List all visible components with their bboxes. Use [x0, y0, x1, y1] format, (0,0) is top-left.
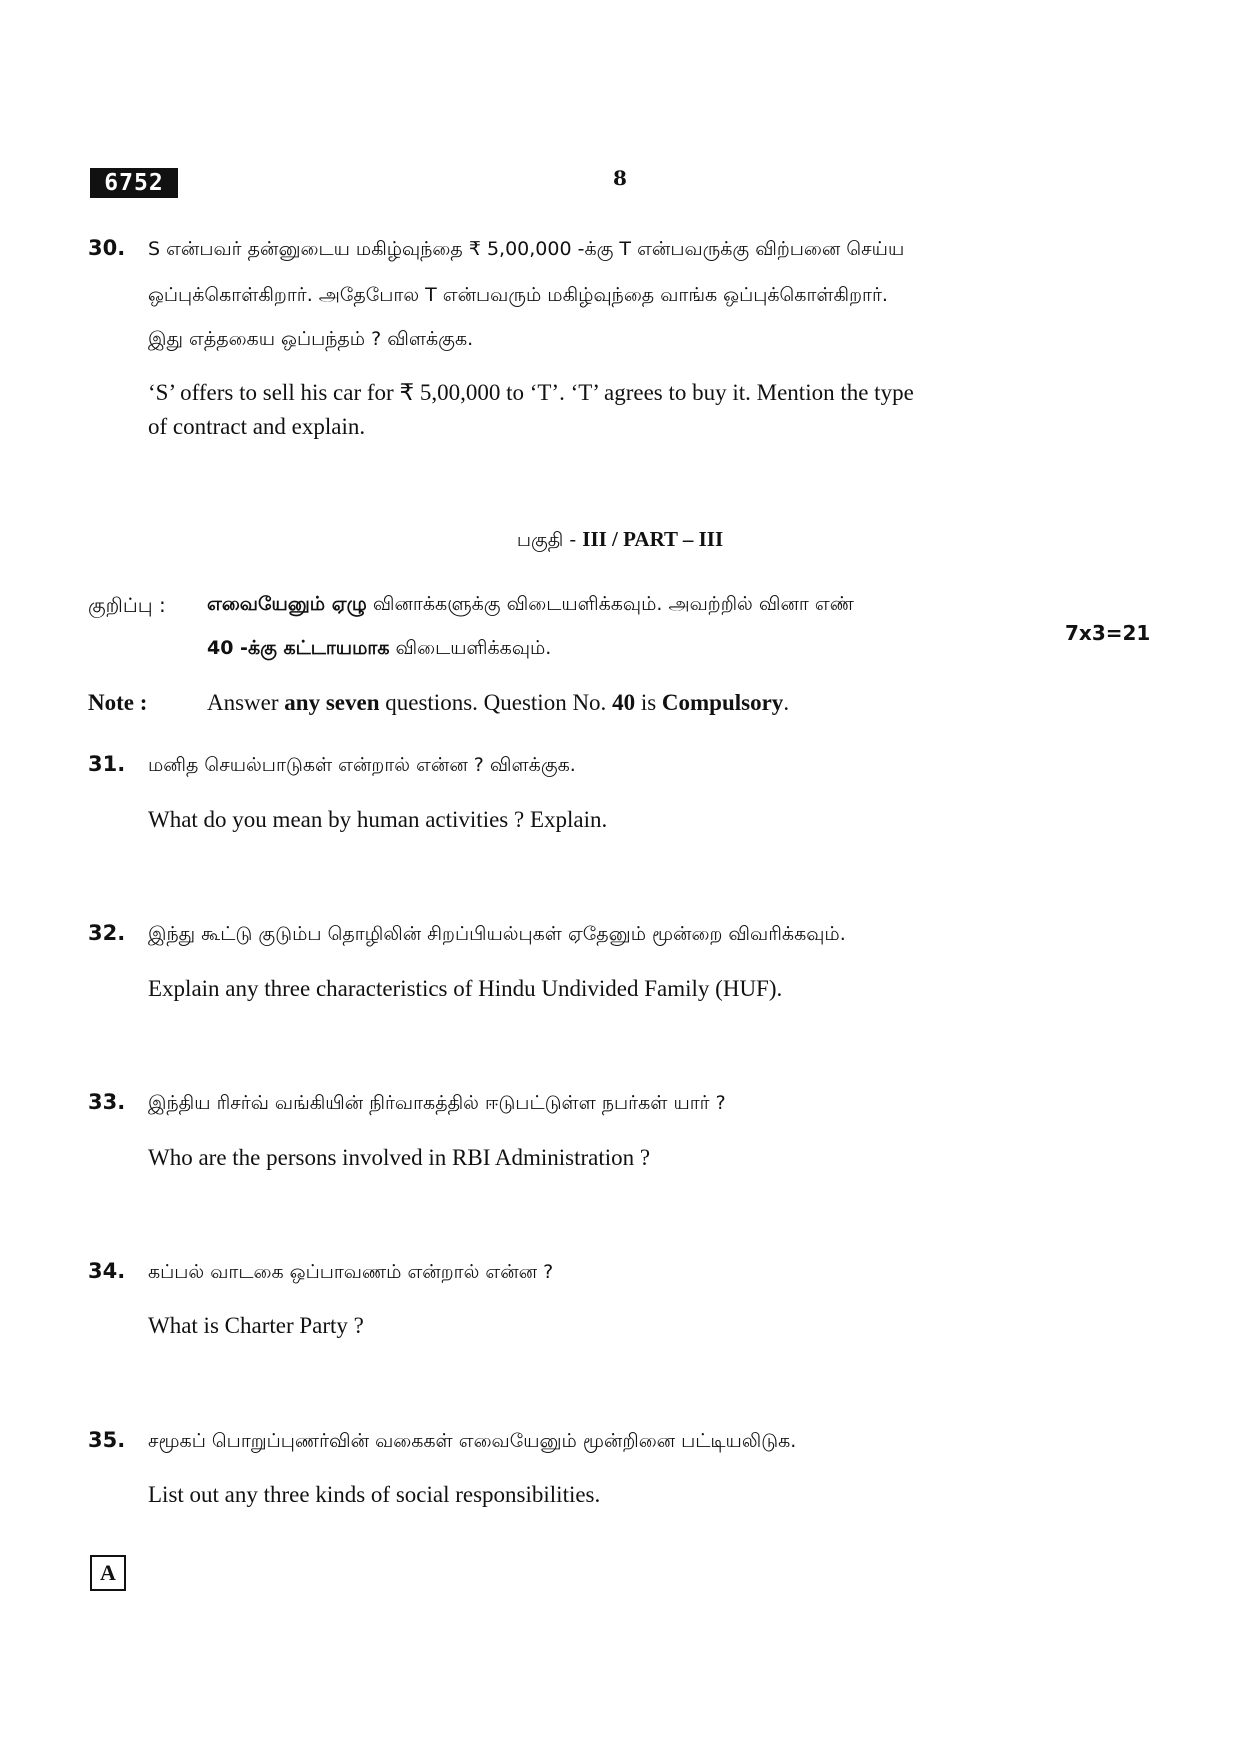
question-english: List out any three kinds of social responsibilities. — [148, 1482, 601, 1507]
question-number: 31. — [88, 752, 126, 776]
version-box: A — [90, 1555, 126, 1591]
page-number: 8 — [613, 166, 627, 190]
question-tamil: இந்து கூட்டு குடும்ப தொழிலின் சிறப்பியல்புகள் ஏதேனும் மூன்றை விவரிக்கவும். — [148, 923, 846, 945]
question-number: 34. — [88, 1259, 126, 1283]
question-english: Who are the persons involved in RBI Administration ? — [148, 1145, 651, 1170]
question-english-line: of contract and explain. — [148, 414, 366, 439]
question-number: 33. — [88, 1090, 126, 1114]
tamil-note-line: எவையேனும் ஏழு வினாக்களுக்கு விடையளிக்கவும். அவற்றில் வினா எண் — [207, 593, 854, 615]
question-number: 30. — [88, 236, 126, 260]
tamil-note-line: 40 -க்கு கட்டாயமாக விடையளிக்கவும். — [207, 637, 552, 659]
question-english: What do you mean by human activities ? Explain. — [148, 807, 608, 832]
marks-scheme: 7x3=21 — [1065, 621, 1151, 645]
question-number: 32. — [88, 921, 126, 945]
english-note-text: Answer any seven questions. Question No. 40 is Compulsory. — [207, 690, 790, 715]
question-english: Explain any three characteristics of Hindu Undivided Family (HUF). — [148, 976, 783, 1001]
part-heading: பகுதி - III / PART – III — [516, 527, 724, 551]
question-tamil: இந்திய ரிசர்வ் வங்கியின் நிர்வாகத்தில் ஈடுபட்டுள்ள நபர்கள் யார் ? — [148, 1092, 726, 1114]
question-english-line: ‘S’ offers to sell his car for ₹ 5,00,000 to ‘T’. ‘T’ agrees to buy it. Mention the type — [148, 380, 914, 405]
question-english: What is Charter Party ? — [148, 1313, 364, 1338]
question-tamil-line: இது எத்தகைய ஒப்பந்தம் ? விளக்குக. — [148, 328, 474, 350]
question-tamil-line: S என்பவர் தன்னுடைய மகிழ்வுந்தை ₹ 5,00,000 -க்கு T என்பவருக்கு விற்பனை செய்ய — [148, 238, 905, 260]
question-number: 35. — [88, 1428, 126, 1452]
tamil-note-label: குறிப்பு : — [88, 593, 166, 617]
question-tamil: மனித செயல்பாடுகள் என்றால் என்ன ? விளக்குக. — [148, 754, 576, 776]
english-note-label: Note : — [88, 690, 148, 715]
question-tamil: கப்பல் வாடகை ஒப்பாவணம் என்றால் என்ன ? — [148, 1261, 554, 1283]
question-tamil: சமூகப் பொறுப்புணர்வின் வகைகள் எவையேனும் மூன்றினை பட்டியலிடுக. — [148, 1430, 797, 1452]
paper-code: 6752 — [90, 168, 178, 198]
question-tamil-line: ஒப்புக்கொள்கிறார். அதேபோல T என்பவரும் மகிழ்வுந்தை வாங்க ஒப்புக்கொள்கிறார். — [148, 284, 888, 306]
